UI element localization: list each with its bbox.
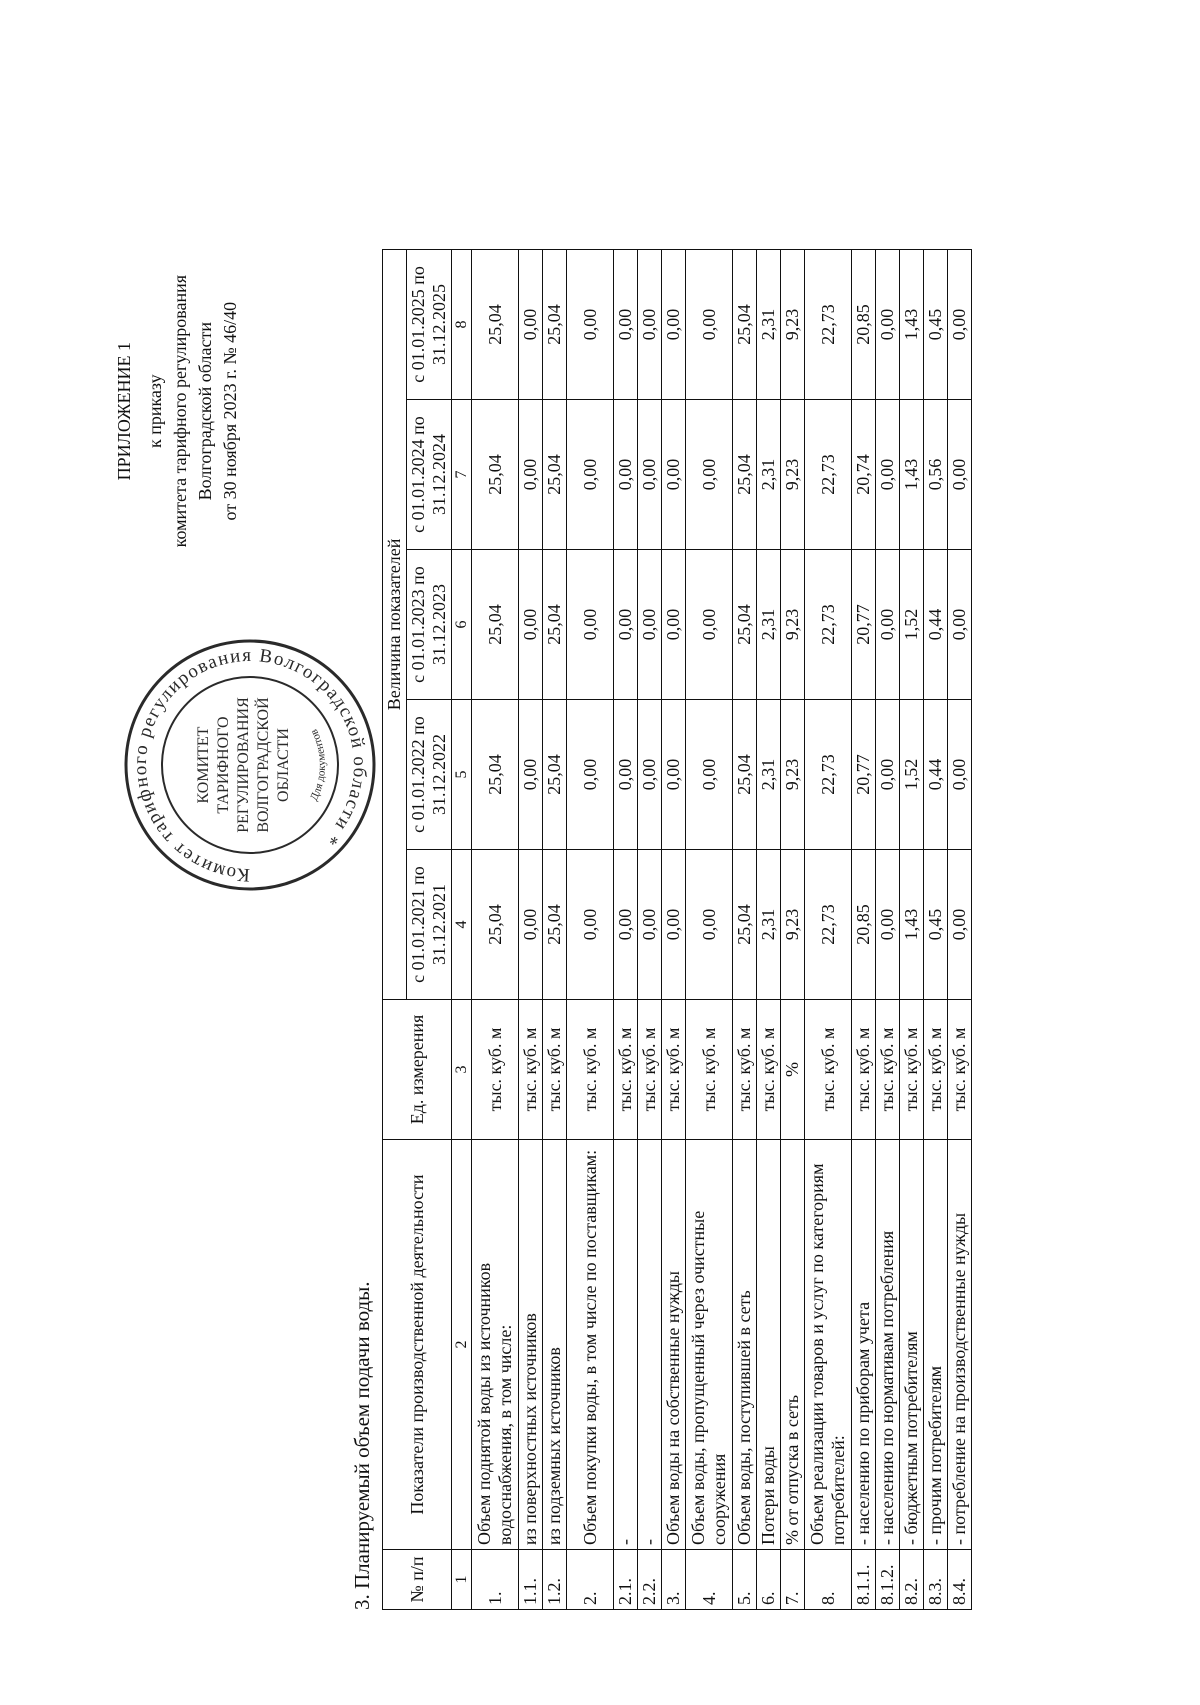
table-row	[614, 249, 638, 1609]
row-value: 0,44	[924, 700, 948, 850]
row-indicator-name: из поверхностных источников	[519, 1140, 543, 1550]
column-number: 8	[452, 249, 472, 399]
row-indicator-name: % от отпуска в сеть	[781, 1140, 805, 1550]
row-value: 25,04	[733, 249, 757, 399]
row-unit: тыс. куб. м	[805, 1000, 852, 1140]
committee-line-1: комитета тарифного регулирования	[170, 275, 190, 548]
row-value: 0,00	[519, 400, 543, 550]
row-value: 22,73	[805, 850, 852, 1000]
table-row	[662, 249, 686, 1609]
svg-text:Для документов	[308, 727, 328, 802]
table-row	[948, 249, 972, 1609]
row-value: 2,31	[757, 850, 781, 1000]
row-number: 8.	[805, 1550, 852, 1610]
row-indicator-name: - населению по нормативам потребления	[876, 1140, 900, 1550]
row-value: 9,23	[781, 700, 805, 850]
header-num: № п/п	[383, 1550, 452, 1610]
row-value: 0,00	[662, 249, 686, 399]
row-value: 9,23	[781, 249, 805, 399]
row-value: 0,00	[948, 249, 972, 399]
table-row	[519, 249, 543, 1609]
row-indicator-name: - потребление на производственные нужды	[948, 1140, 972, 1550]
row-value: 25,04	[543, 550, 567, 700]
row-number: 1.1.	[519, 1550, 543, 1610]
row-value: 0,00	[662, 550, 686, 700]
seal-center-line-1: КОМИТЕТ	[195, 726, 212, 804]
row-value: 0,00	[614, 850, 638, 1000]
row-number: 5.	[733, 1550, 757, 1610]
row-value: 0,00	[638, 400, 662, 550]
row-number: 8.4.	[948, 1550, 972, 1610]
row-number: 8.3.	[924, 1550, 948, 1610]
row-number: 1.	[472, 1550, 519, 1610]
seal-bottom-text: Для документов	[308, 727, 329, 803]
row-value: 0,00	[638, 700, 662, 850]
table-row	[567, 249, 614, 1609]
column-number-row	[452, 249, 472, 1609]
row-unit: тыс. куб. м	[900, 1000, 924, 1140]
water-supply-volume-table	[382, 249, 972, 1610]
row-number: 4.	[686, 1550, 733, 1610]
row-value: 0,00	[876, 249, 900, 399]
header-period: с 01.01.2025 по 31.12.2025	[407, 249, 452, 399]
document-page	[0, 65, 1160, 1705]
row-value: 0,00	[567, 550, 614, 700]
row-value: 0,00	[876, 850, 900, 1000]
row-value: 9,23	[781, 550, 805, 700]
row-value: 2,31	[757, 700, 781, 850]
row-value: 0,00	[638, 850, 662, 1000]
row-value: 25,04	[733, 400, 757, 550]
row-value: 1,43	[900, 400, 924, 550]
seal-center-line-3: РЕГУЛИРОВАНИЯ	[235, 697, 252, 833]
row-value: 9,23	[781, 400, 805, 550]
row-unit: тыс. куб. м	[472, 1000, 519, 1140]
row-value: 0,00	[686, 550, 733, 700]
row-value: 25,04	[733, 700, 757, 850]
row-value: 1,43	[900, 850, 924, 1000]
column-number: 5	[452, 700, 472, 850]
row-value: 22,73	[805, 550, 852, 700]
row-indicator-name: Объем воды, пропущенный через очистные сооружения	[686, 1140, 733, 1550]
row-number: 2.2.	[638, 1550, 662, 1610]
header-period: с 01.01.2021 по 31.12.2021	[407, 850, 452, 1000]
row-unit: тыс. куб. м	[924, 1000, 948, 1140]
row-value: 9,23	[781, 850, 805, 1000]
row-value: 0,00	[614, 700, 638, 850]
row-value: 0,00	[638, 249, 662, 399]
table-row	[472, 249, 519, 1609]
row-value: 25,04	[472, 550, 519, 700]
table-row	[900, 249, 924, 1609]
row-value: 25,04	[472, 700, 519, 850]
row-number: 7.	[781, 1550, 805, 1610]
row-value: 25,04	[733, 550, 757, 700]
row-value: 25,04	[472, 850, 519, 1000]
row-indicator-name: из подземных источников	[543, 1140, 567, 1550]
column-number: 1	[452, 1550, 472, 1610]
table-row	[805, 249, 852, 1609]
row-indicator-name: -	[614, 1140, 638, 1550]
row-unit: тыс. куб. м	[638, 1000, 662, 1140]
row-value: 25,04	[472, 249, 519, 399]
row-value: 25,04	[543, 700, 567, 850]
row-value: 1,52	[900, 550, 924, 700]
order-date: от 30 ноября 2023 г. № 46/40	[220, 301, 240, 521]
row-unit: тыс. куб. м	[543, 1000, 567, 1140]
row-value: 0,00	[948, 400, 972, 550]
row-value: 0,00	[519, 550, 543, 700]
table-row	[852, 249, 876, 1609]
row-value: 0,00	[614, 249, 638, 399]
row-indicator-name: Объем покупки воды, в том числе по поставщикам:	[567, 1140, 614, 1550]
table-body	[472, 249, 972, 1609]
header-values-group: Величина показателей	[383, 249, 407, 999]
row-indicator-name: Объем воды на собственные нужды	[662, 1140, 686, 1550]
row-value: 2,31	[757, 249, 781, 399]
row-value: 0,45	[924, 249, 948, 399]
row-value: 0,00	[638, 550, 662, 700]
table-row	[876, 249, 900, 1609]
row-value: 22,73	[805, 700, 852, 850]
table-row	[638, 249, 662, 1609]
attachment-label: ПРИЛОЖЕНИЕ 1	[114, 342, 134, 481]
row-value: 0,00	[686, 700, 733, 850]
row-unit: тыс. куб. м	[852, 1000, 876, 1140]
row-value: 25,04	[543, 249, 567, 399]
row-number: 8.2.	[900, 1550, 924, 1610]
row-number: 3.	[662, 1550, 686, 1610]
row-number: 6.	[757, 1550, 781, 1610]
row-number: 8.1.1.	[852, 1550, 876, 1610]
row-value: 0,00	[567, 249, 614, 399]
row-indicator-name: Объем поднятой воды из источников водоснабжения, в том числе:	[472, 1140, 519, 1550]
header-period: с 01.01.2022 по 31.12.2022	[407, 700, 452, 850]
to-order-label: к приказу	[145, 374, 165, 449]
row-value: 20,74	[852, 400, 876, 550]
row-unit: тыс. куб. м	[519, 1000, 543, 1140]
row-indicator-name: - бюджетным потребителям	[900, 1140, 924, 1550]
row-value: 2,31	[757, 550, 781, 700]
row-value: 0,00	[948, 550, 972, 700]
table-row	[757, 249, 781, 1609]
row-value: 20,77	[852, 550, 876, 700]
header-period: с 01.01.2024 по 31.12.2024	[407, 400, 452, 550]
row-value: 0,00	[567, 700, 614, 850]
row-value: 0,00	[876, 550, 900, 700]
row-value: 25,04	[733, 850, 757, 1000]
header-period: с 01.01.2023 по 31.12.2023	[407, 550, 452, 700]
row-number: 2.1.	[614, 1550, 638, 1610]
row-value: 0,00	[662, 700, 686, 850]
row-number: 1.2.	[543, 1550, 567, 1610]
row-value: 0,00	[948, 700, 972, 850]
column-number: 7	[452, 400, 472, 550]
row-unit: %	[781, 1000, 805, 1140]
column-number: 3	[452, 1000, 472, 1140]
row-unit: тыс. куб. м	[757, 1000, 781, 1140]
column-number: 2	[452, 1140, 472, 1550]
row-indicator-name: - прочим потребителям	[924, 1140, 948, 1550]
row-value: 0,44	[924, 550, 948, 700]
row-value: 0,00	[567, 850, 614, 1000]
seal-center-line-2: ТАРИФНОГО	[215, 716, 232, 814]
row-value: 0,00	[662, 850, 686, 1000]
row-value: 22,73	[805, 249, 852, 399]
table-row	[924, 249, 948, 1609]
row-indicator-name: Объем реализации товаров и услуг по категориям потребителей:	[805, 1140, 852, 1550]
row-value: 25,04	[543, 850, 567, 1000]
row-value: 0,00	[686, 400, 733, 550]
official-seal-stamp	[120, 635, 380, 895]
row-value: 2,31	[757, 400, 781, 550]
row-value: 1,52	[900, 700, 924, 850]
row-unit: тыс. куб. м	[876, 1000, 900, 1140]
row-value: 20,77	[852, 700, 876, 850]
row-value: 0,56	[924, 400, 948, 550]
committee-line-2: Волгоградской области	[195, 322, 215, 501]
row-value: 0,00	[662, 400, 686, 550]
row-unit: тыс. куб. м	[948, 1000, 972, 1140]
attachment-heading	[112, 275, 243, 547]
row-value: 0,00	[876, 700, 900, 850]
row-value: 25,04	[472, 400, 519, 550]
table-row	[686, 249, 733, 1609]
row-unit: тыс. куб. м	[686, 1000, 733, 1140]
row-unit: тыс. куб. м	[567, 1000, 614, 1140]
row-value: 0,00	[567, 400, 614, 550]
row-value: 0,00	[686, 249, 733, 399]
row-indicator-name: Потери воды	[757, 1140, 781, 1550]
row-value: 0,00	[948, 850, 972, 1000]
row-number: 2.	[567, 1550, 614, 1610]
row-value: 0,00	[519, 850, 543, 1000]
row-value: 0,00	[614, 400, 638, 550]
row-value: 0,00	[614, 550, 638, 700]
column-number: 4	[452, 850, 472, 1000]
row-value: 0,00	[519, 249, 543, 399]
table-row	[733, 249, 757, 1609]
row-value: 0,00	[519, 700, 543, 850]
seal-center-line-4: ВОЛГОГРАДСКОЙ	[255, 697, 272, 833]
header-unit: Ед. измерения	[383, 1000, 452, 1140]
header-indicator: Показатели производственной деятельности	[383, 1140, 452, 1550]
row-unit: тыс. куб. м	[662, 1000, 686, 1140]
section-title: 3. Планируемый объем подачи воды.	[350, 1281, 374, 1610]
row-number: 8.1.2.	[876, 1550, 900, 1610]
table-row	[781, 249, 805, 1609]
row-value: 0,00	[686, 850, 733, 1000]
row-value: 22,73	[805, 400, 852, 550]
row-value: 1,43	[900, 249, 924, 399]
table-row	[543, 249, 567, 1609]
row-value: 25,04	[543, 400, 567, 550]
row-value: 20,85	[852, 249, 876, 399]
row-indicator-name: -	[638, 1140, 662, 1550]
row-value: 0,45	[924, 850, 948, 1000]
row-unit: тыс. куб. м	[733, 1000, 757, 1140]
seal-ring-text: Комитет тарифного регулирования Волгоградской области *	[129, 644, 371, 886]
seal-center-line-5: ОБЛАСТИ	[275, 728, 292, 802]
column-number: 6	[452, 550, 472, 700]
row-indicator-name: Объем воды, поступившей в сеть	[733, 1140, 757, 1550]
row-unit: тыс. куб. м	[614, 1000, 638, 1140]
row-value: 0,00	[876, 400, 900, 550]
row-value: 20,85	[852, 850, 876, 1000]
row-indicator-name: - населению по приборам учета	[852, 1140, 876, 1550]
